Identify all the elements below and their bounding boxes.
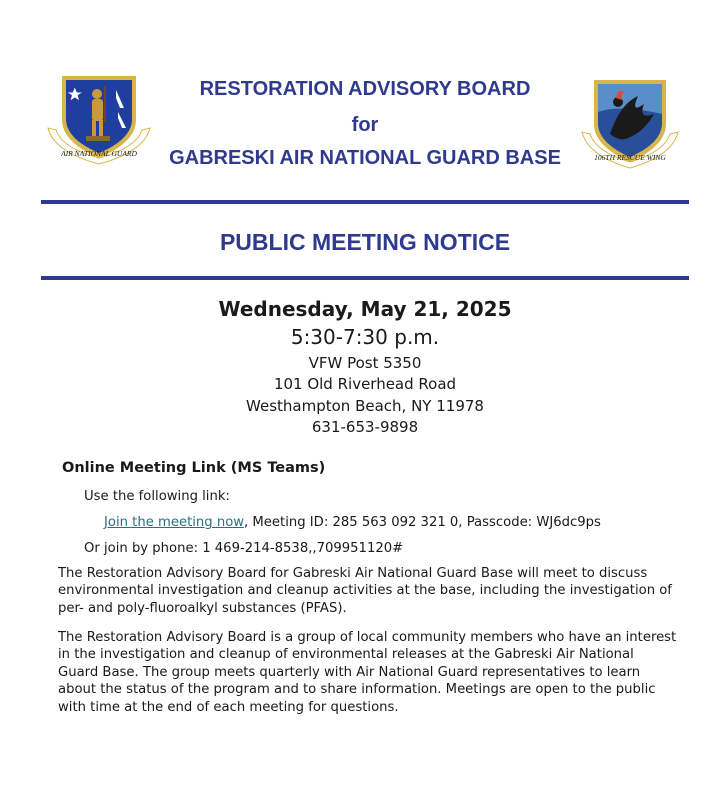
online-instruction: Use the following link: <box>84 489 230 504</box>
join-meeting-link[interactable]: Join the meeting now <box>104 515 245 530</box>
header-title-line1: RESTORATION ADVISORY BOARD <box>199 78 531 100</box>
rescue-wing-emblem <box>580 74 680 170</box>
notice-title: PUBLIC MEETING NOTICE <box>219 229 511 255</box>
header-title-line2: for <box>351 114 379 136</box>
meeting-venue: VFW Post 5350 <box>308 354 422 372</box>
meeting-phone: 631-653-9898 <box>311 418 419 436</box>
meeting-time: 5:30-7:30 p.m. <box>290 325 440 349</box>
minuteman-shield-icon <box>44 68 154 166</box>
top-divider <box>41 200 689 204</box>
meeting-street: 101 Old Riverhead Road <box>273 375 457 393</box>
paragraph-purpose: The Restoration Advisory Board for Gabreski Air National Guard Base will meet to discuss environmental investigation and cleanup activities at the base, including the investigation of per- and poly-fluoroalkyl substances (PFAS). <box>58 566 672 616</box>
header-title-line3: GABRESKI AIR NATIONAL GUARD BASE <box>169 147 561 169</box>
bottom-divider <box>41 276 689 280</box>
paragraph-about: The Restoration Advisory Board is a group of local community members who have an interest in the investigation and cleanup of environmental releases at the Gabreski Air National Guard Base. The group meets quarterly with Air National Guard representatives to learn about the status of the program and to share information. Meetings are open to the public with time at the end of each meeting for questions. <box>58 630 677 715</box>
meeting-id-text: , Meeting ID: 285 563 092 321 0, Passcode: WJ6dc9ps <box>244 515 601 530</box>
meeting-date: Wednesday, May 21, 2025 <box>218 297 512 321</box>
meeting-city: Westhampton Beach, NY 11978 <box>246 397 484 415</box>
online-link-line <box>104 514 601 532</box>
online-heading: Online Meeting Link (MS Teams) <box>62 460 326 476</box>
air-national-guard-emblem <box>44 68 154 166</box>
svg-text:AIR NATIONAL GUARD: AIR NATIONAL GUARD <box>61 149 137 158</box>
phoenix-shield-icon <box>580 74 680 170</box>
svg-text:106TH RESCUE WING: 106TH RESCUE WING <box>594 153 666 162</box>
online-phone-line: Or join by phone: 1 469-214-8538,,709951120# <box>84 541 404 556</box>
